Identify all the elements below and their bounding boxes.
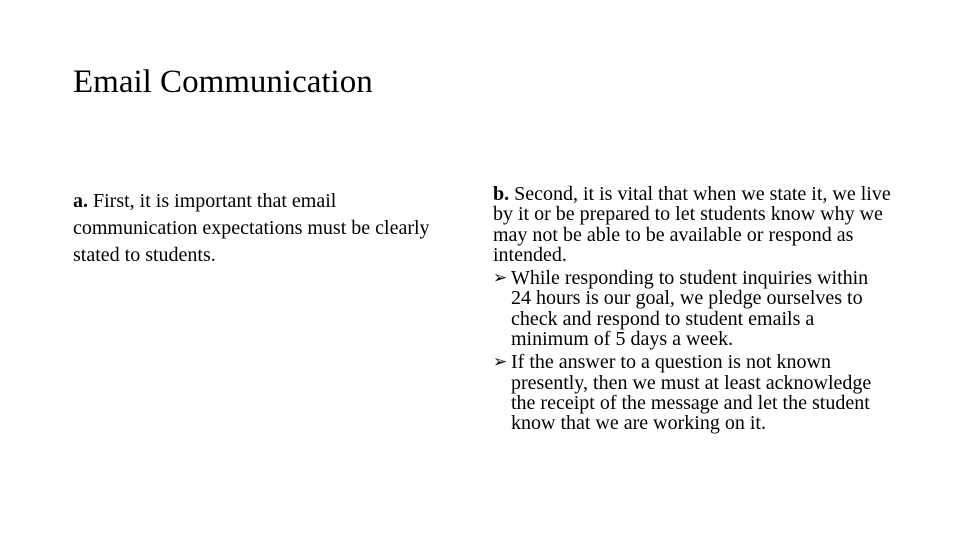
left-marker: a. [73, 190, 88, 212]
right-paragraph [493, 184, 893, 265]
arrow-bullet-icon: ➢ [493, 268, 508, 289]
bullet-item [493, 268, 893, 349]
right-column [493, 184, 893, 434]
left-column [73, 188, 445, 269]
left-text: First, it is important that email communication expectations must be clearly stated to students. [73, 190, 430, 266]
bullet-item [493, 352, 893, 433]
bullet-text: If the answer to a question is not known presently, then we must at least acknowledge the receipt of the message and let the student know that we are working on it. [511, 351, 872, 435]
right-text: Second, it is vital that when we state it, we live by it or be prepared to let students know why we may not be able to be available or respond as intended. [493, 183, 891, 266]
right-marker: b. [493, 183, 510, 205]
bullet-text: While responding to student inquiries within 24 hours is our goal, we pledge ourselves to check and respond to student emails a minimum of 5 days a week. [511, 267, 869, 351]
arrow-bullet-icon: ➢ [493, 352, 508, 373]
left-paragraph [73, 188, 445, 269]
slide-title: Email Communication [73, 64, 373, 100]
